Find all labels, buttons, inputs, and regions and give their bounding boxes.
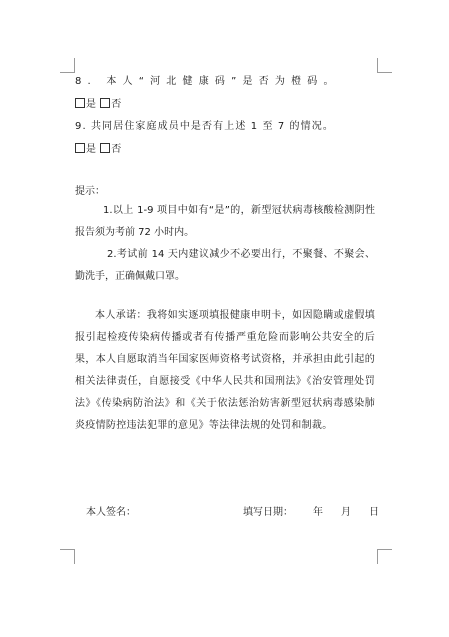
signature-name-label: 本人签名： xyxy=(86,507,136,518)
option-yes-label: 是 xyxy=(86,99,97,110)
crop-mark-top-left xyxy=(60,58,75,73)
question-8: 8. 本人“河北健康码”是否为橙码。 xyxy=(75,76,340,87)
checkbox-yes[interactable] xyxy=(75,98,85,108)
checkbox-no[interactable] xyxy=(100,98,110,108)
checkbox-no[interactable] xyxy=(100,143,110,153)
option-no-label: 否 xyxy=(111,99,122,110)
checkbox-yes[interactable] xyxy=(75,143,85,153)
question-9: 9. 共同居住家庭成员中是否有上述 1 至 7 的情况。 xyxy=(75,121,334,132)
option-no-label: 否 xyxy=(111,144,122,155)
tips-title: 提示： xyxy=(75,186,105,197)
date-year: 年 xyxy=(313,507,323,518)
date-month: 月 xyxy=(341,507,351,518)
crop-mark-bottom-right xyxy=(377,549,392,564)
crop-mark-bottom-left xyxy=(60,549,75,564)
date-day: 日 xyxy=(369,507,379,518)
option-yes-label: 是 xyxy=(86,144,97,155)
fill-date-label: 填写日期： xyxy=(243,507,293,518)
crop-mark-top-right xyxy=(377,58,392,73)
tip-item-2: 2.考试前 14 天内建议减少不必要出行，不聚餐、不聚会、勤洗手，正确佩戴口罩。 xyxy=(75,249,375,282)
tip-item-1: 1.以上 1-9 项目中如有“是”的，新型冠状病毒核酸检测阴性报告须为考前 72 小时内。 xyxy=(75,205,375,238)
question-8-options xyxy=(75,98,375,111)
pledge-paragraph: 本人承诺：我将如实逐项填报健康申明卡，如因隐瞒或虚假填报引起检疫传染病传播或者有传播严重危险而影响公共安全的后果，本人自愿取消当年国家医师资格考试资格，并承担由此引起的相关法律责任，自愿接受《中华人民共和国刑法》《治安管理处罚法》《传染病防治法》和《关于依法惩治妨害新型冠状病毒感染肺炎疫情防控违法犯罪的意见》等法律法规的处罚和制裁。 xyxy=(75,310,375,431)
question-9-options xyxy=(75,143,375,156)
